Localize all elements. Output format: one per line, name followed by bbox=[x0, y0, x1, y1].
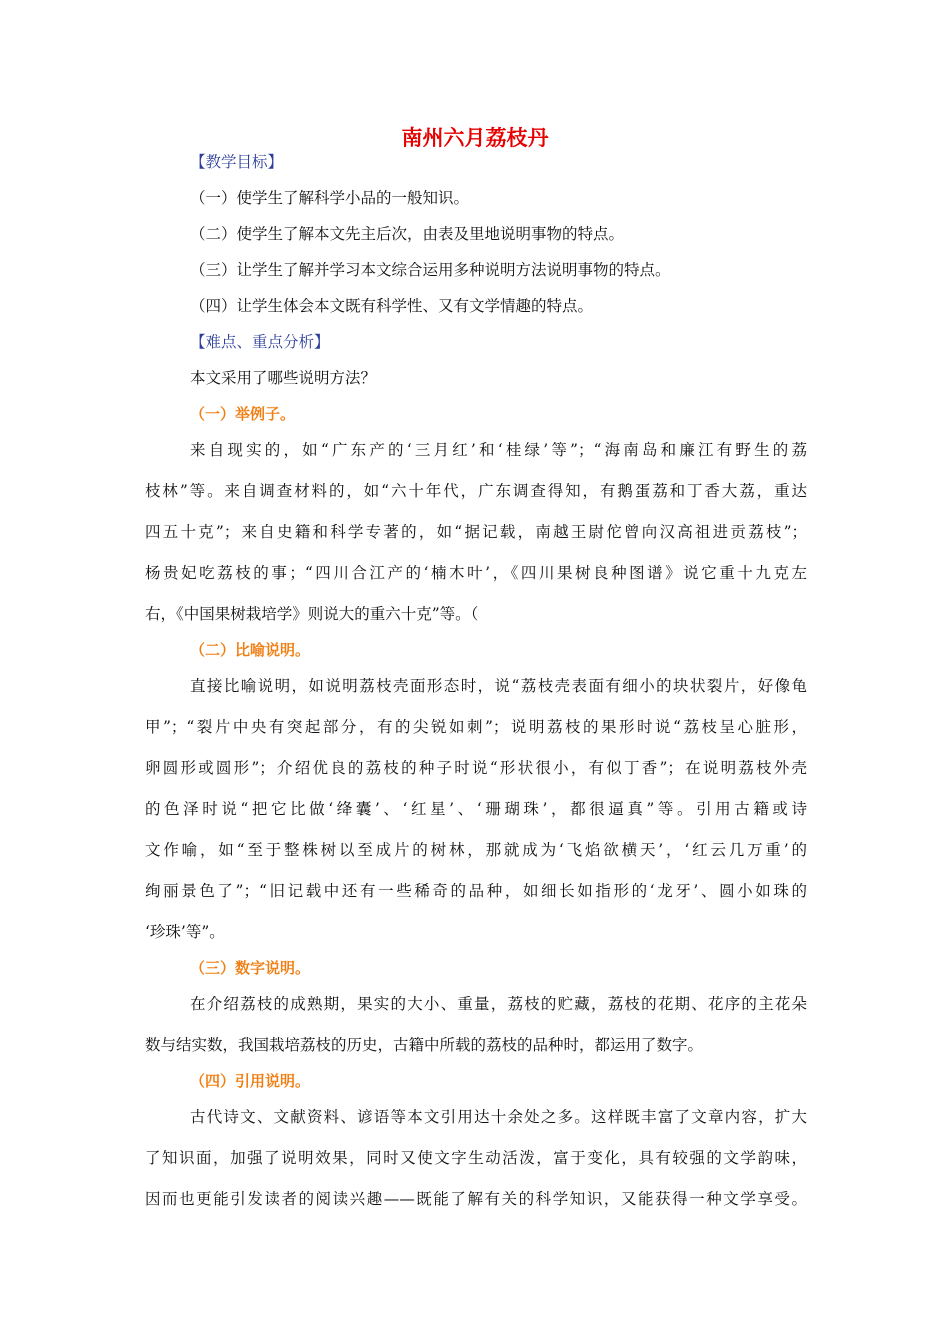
paragraph-line: 卵圆形或圆形”；介绍优良的荔枝的种子时说“形状很小，有似丁香”；在说明荔枝外壳 bbox=[145, 759, 807, 777]
goal-item: （一）使学生了解科学小品的一般知识。 bbox=[190, 189, 470, 207]
paragraph-line: ‘珍珠’等”。 bbox=[145, 923, 225, 941]
paragraph-line: 了知识面，加强了说明效果，同时又使文字生动活泼，富于变化，具有较强的文学韵味， bbox=[145, 1149, 807, 1167]
goal-item: （三）让学生了解并学习本文综合运用多种说明方法说明事物的特点。 bbox=[190, 261, 671, 279]
paragraph-line: 四五十克”；来自史籍和科学专著的，如“据记载，南越王尉佗曾向汉高祖进贡荔枝”； bbox=[145, 523, 807, 541]
paragraph-line: 绚丽景色了”；“旧记载中还有一些稀奇的品种，如细长如指形的‘龙牙’、圆小如珠的 bbox=[145, 882, 807, 900]
part-heading-metaphor: （二）比喻说明。 bbox=[190, 641, 311, 659]
goal-item: （二）使学生了解本文先主后次，由表及里地说明事物的特点。 bbox=[190, 225, 625, 243]
analysis-question: 本文采用了哪些说明方法？ bbox=[190, 369, 377, 387]
paragraph-line: 的色泽时说“把它比做‘绛囊’、‘红星’、‘珊瑚珠’，都很逼真”等。引用古籍或诗 bbox=[145, 800, 807, 818]
paragraph-line: 杨贵妃吃荔枝的事；“四川合江产的‘楠木叶’，《四川果树良种图谱》说它重十九克左 bbox=[145, 564, 807, 582]
paragraph-line: 枝林”等。来自调查材料的，如“六十年代，广东调查得知，有鹅蛋荔和丁香大荔，重达 bbox=[145, 482, 807, 500]
part-heading-citation: （四）引用说明。 bbox=[190, 1072, 311, 1090]
paragraph-line: 数与结实数，我国栽培荔枝的历史，古籍中所载的荔枝的品种时，都运用了数字。 bbox=[145, 1036, 704, 1054]
paragraph-line: 甲”；“裂片中央有突起部分，有的尖锐如刺”；说明荔枝的果形时说“荔枝呈心脏形， bbox=[145, 718, 807, 736]
goal-item: （四）让学生体会本文既有科学性、又有文学情趣的特点。 bbox=[190, 297, 594, 315]
paragraph-line: 直接比喻说明，如说明荔枝壳面形态时，说“荔枝壳表面有细小的块状裂片，好像龟 bbox=[190, 677, 807, 695]
paragraph-line: 古代诗文、文献资料、谚语等本文引用达十余处之多。这样既丰富了文章内容，扩大 bbox=[190, 1108, 807, 1126]
part-heading-numbers: （三）数字说明。 bbox=[190, 959, 311, 977]
paragraph-line: 右，《中国果树栽培学》则说大的重六十克”等。（ bbox=[145, 605, 479, 623]
paragraph-line: 文作喻，如“至于整株树以至成片的树林，那就成为‘飞焰欲横天’，‘红云几万重’的 bbox=[145, 841, 807, 859]
document-title: 南州六月荔枝丹 bbox=[401, 126, 549, 150]
goals-heading: 【教学目标】 bbox=[190, 153, 284, 171]
part-heading-examples: （一）举例子。 bbox=[190, 405, 296, 423]
paragraph-line: 在介绍荔枝的成熟期，果实的大小、重量，荔枝的贮藏，荔枝的花期、花序的主花朵 bbox=[190, 995, 807, 1013]
paragraph-line: 因而也更能引发读者的阅读兴趣——既能了解有关的科学知识，又能获得一种文学享受。 bbox=[145, 1190, 807, 1208]
paragraph-line: 来自现实的，如“广东产的‘三月红’和‘桂绿’等”；“海南岛和廉江有野生的荔 bbox=[190, 441, 807, 459]
analysis-heading: 【难点、重点分析】 bbox=[190, 333, 330, 351]
